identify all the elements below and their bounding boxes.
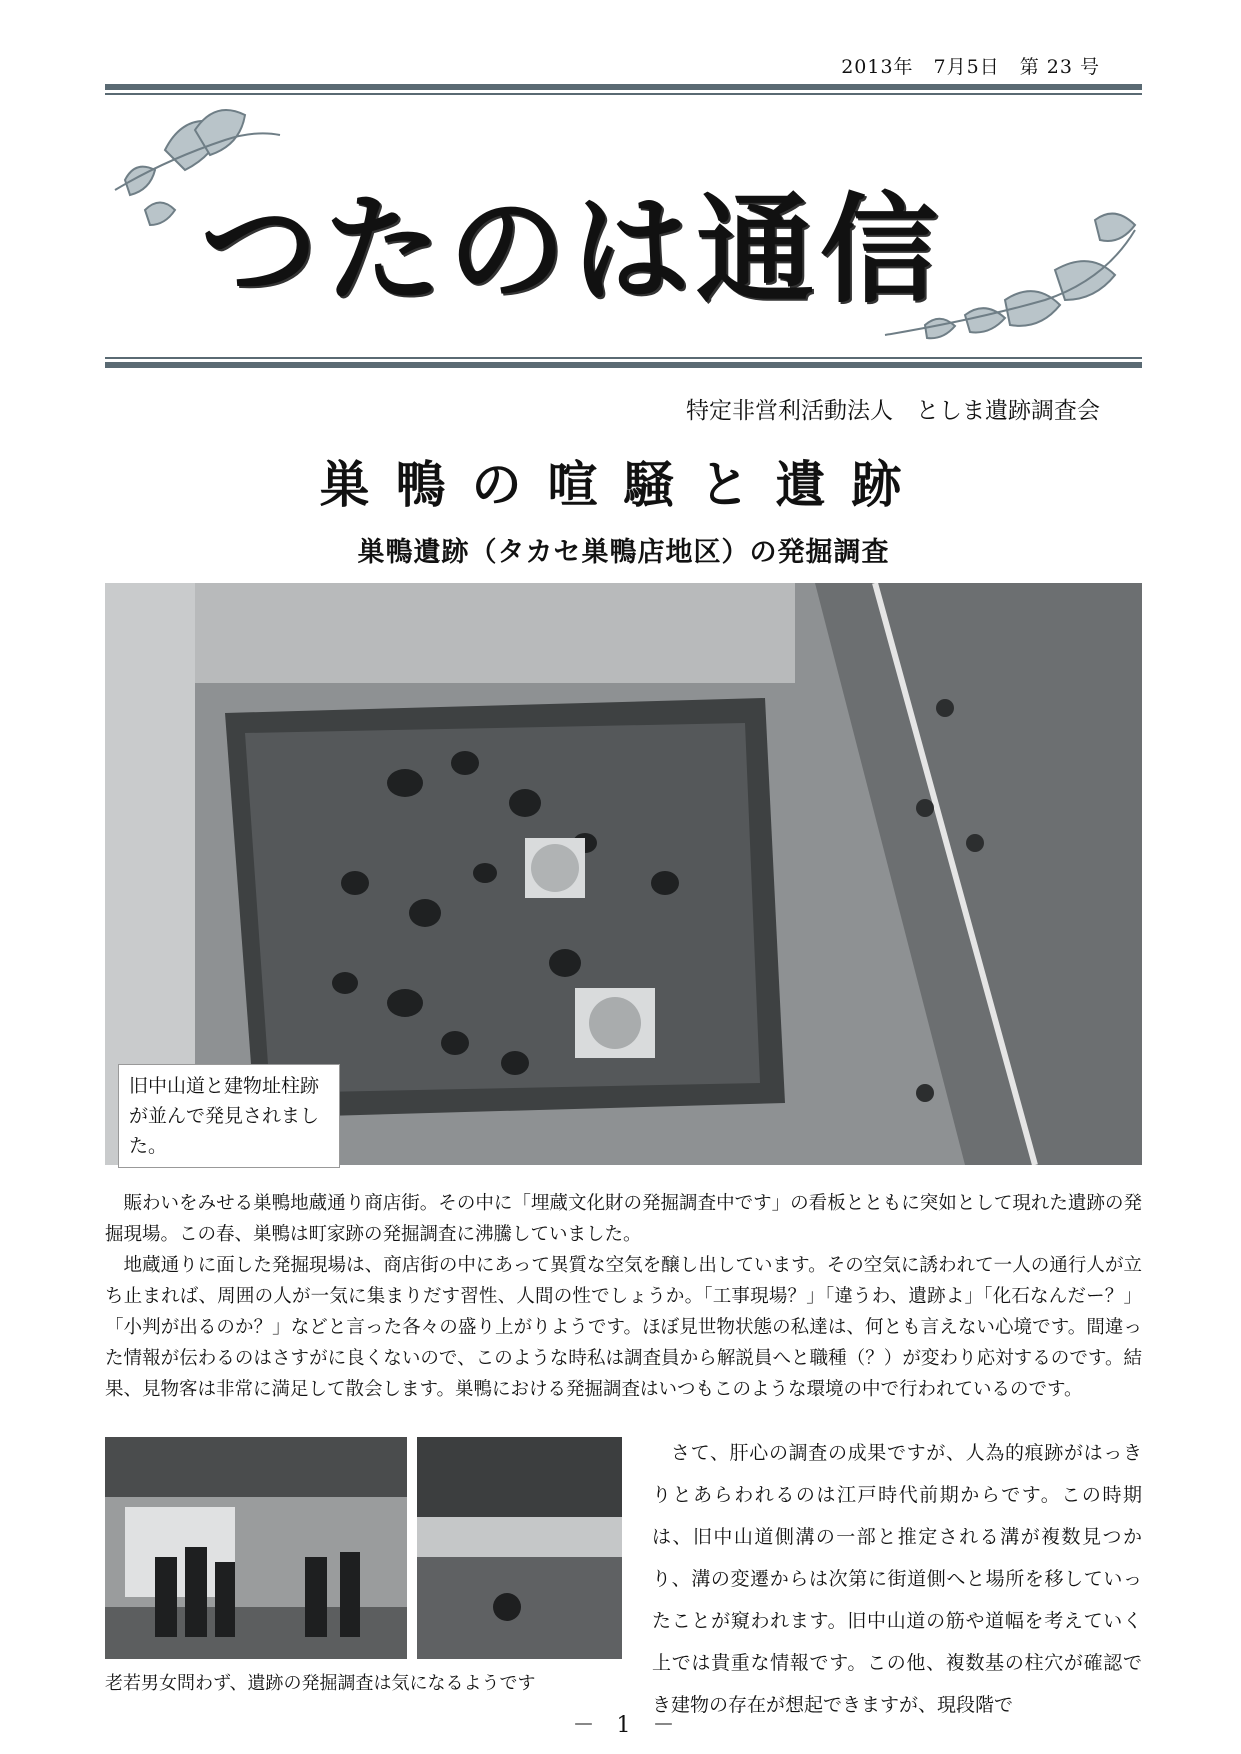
article-headline: 巣鴨の喧騒と遺跡 <box>319 455 928 514</box>
top-rule-thick <box>105 84 1142 90</box>
top-rule-thin <box>105 93 1142 95</box>
article-paragraph-2: 地蔵通りに面した発掘現場は、商店街の中にあって異質な空気を醸し出しています。その空気に誘われて一人の通行人が立ち止まれば、周囲の人が一気に集まりだす習性、人間の性でしょうか。「工事現場？」「違うわ、遺跡よ」「化石なんだー？」「小判が出るのか？」などと言った各々の盛り上がりようです。ほぼ見世物状態の私達は、何とも言えない心境です。間違った情報が伝わるのはさすがに良くないので、このような時私は調査員から解説員へと職種（？）が変わり応対するのです。結果、見物客は非常に満足して散会します。巣鴨における発掘調査はいつもこのような環境の中で行われているのです。 <box>105 1255 1142 1400</box>
article-subheadline: 巣鴨遺跡（タカセ巣鴨店地区）の発掘調査 <box>357 537 890 568</box>
article-paragraph-1: 賑わいをみせる巣鴨地蔵通り商店街。その中に「埋蔵文化財の発掘調査中です」の看板とともに突如として現れた遺跡の発掘現場。この春、巣鴨は町家跡の発掘調査に沸騰していました。 <box>105 1193 1142 1245</box>
page-number: － 1 － <box>572 1713 675 1738</box>
publisher-name: 特定非営利活動法人 としま遺跡調査会 <box>686 398 1100 424</box>
masthead-title: つたのは通信 <box>200 180 945 319</box>
bottom-photos-caption: 老若男女問わず、遺跡の発掘調査は気になるようです <box>105 1673 536 1694</box>
main-photo-caption: 旧中山道と建物址柱跡が並んで発見されました。 <box>118 1064 340 1168</box>
visitors-photo <box>105 1437 407 1659</box>
bottom-rule-thick <box>105 362 1142 368</box>
bottom-rule-thin <box>105 357 1142 359</box>
crowd-watching-photo <box>417 1437 622 1659</box>
article-paragraph-3: さて、肝心の調査の成果ですが、人為的痕跡がはっきりとあらわれるのは江戸時代前期からです。この時期は、旧中山道側溝の一部と推定される溝が複数見つかり、溝の変遷からは次第に街道側へと場所を移していったことが窺われます。旧中山道の筋や道幅を考えていく上では貴重な情報です。この他、複数基の柱穴が確認でき建物の存在が想起できますが、現段階で <box>652 1442 1142 1716</box>
issue-date: 2013年 7月5日 第 23 号 <box>841 56 1100 78</box>
